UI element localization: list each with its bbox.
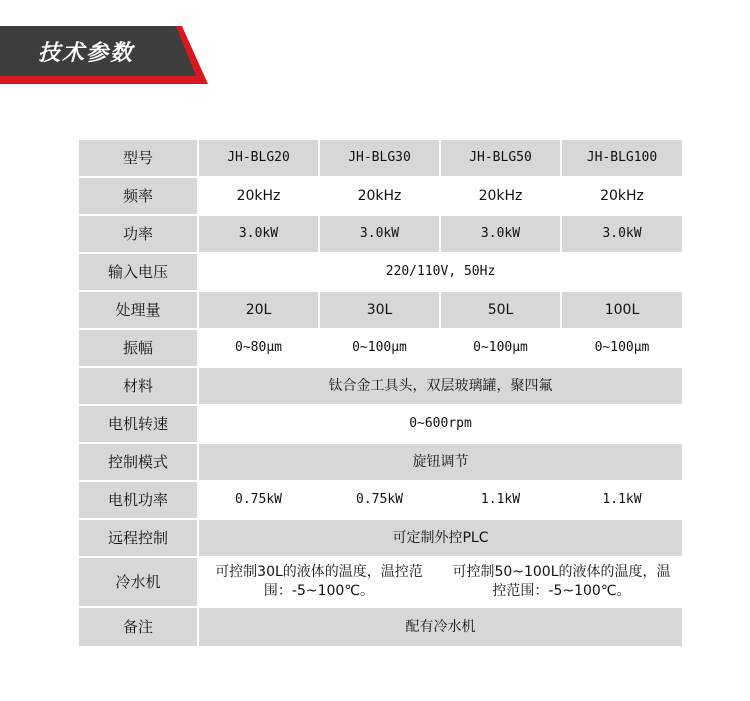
table-row <box>78 481 683 519</box>
row-label: 材料 <box>78 367 198 405</box>
section-header-banner <box>0 0 750 100</box>
row-label: 备注 <box>78 607 198 647</box>
motor-power-cell: 1.1kW <box>440 481 561 519</box>
amplitude-cell: 0~100μm <box>319 329 440 367</box>
table-row <box>78 607 683 647</box>
row-label: 电机转速 <box>78 405 198 443</box>
capacity-cell: 20L <box>198 291 319 329</box>
row-label: 电机功率 <box>78 481 198 519</box>
row-label: 远程控制 <box>78 519 198 557</box>
motor-power-cell: 0.75kW <box>198 481 319 519</box>
chiller-cell: 可控制50~100L的液体的温度，温控范围：-5~100℃。 <box>440 557 683 607</box>
table-row <box>78 367 683 405</box>
chiller-cell: 可控制30L的液体的温度，温控范围：-5~100℃。 <box>198 557 440 607</box>
table-row <box>78 405 683 443</box>
row-label: 处理量 <box>78 291 198 329</box>
row-label: 冷水机 <box>78 557 198 607</box>
row-label: 输入电压 <box>78 253 198 291</box>
row-label: 型号 <box>78 139 198 177</box>
frequency-cell: 20kHz <box>198 177 319 215</box>
power-cell: 3.0kW <box>561 215 683 253</box>
motor-power-cell: 0.75kW <box>319 481 440 519</box>
material-cell: 钛合金工具头，双层玻璃罐，聚四氟 <box>198 367 683 405</box>
capacity-cell: 100L <box>561 291 683 329</box>
remark-cell: 配有冷水机 <box>198 607 683 647</box>
power-cell: 3.0kW <box>319 215 440 253</box>
row-label: 控制模式 <box>78 443 198 481</box>
power-cell: 3.0kW <box>440 215 561 253</box>
table-row <box>78 253 683 291</box>
amplitude-cell: 0~80μm <box>198 329 319 367</box>
frequency-cell: 20kHz <box>440 177 561 215</box>
capacity-cell: 30L <box>319 291 440 329</box>
motor-speed-cell: 0~600rpm <box>198 405 683 443</box>
model-cell: JH-BLG20 <box>198 139 319 177</box>
amplitude-cell: 0~100μm <box>561 329 683 367</box>
capacity-cell: 50L <box>440 291 561 329</box>
model-cell: JH-BLG50 <box>440 139 561 177</box>
control-mode-cell: 旋钮调节 <box>198 443 683 481</box>
power-cell: 3.0kW <box>198 215 319 253</box>
remote-cell: 可定制外控PLC <box>198 519 683 557</box>
table-row <box>78 557 683 607</box>
amplitude-cell: 0~100μm <box>440 329 561 367</box>
model-cell: JH-BLG100 <box>561 139 683 177</box>
table-row <box>78 139 683 177</box>
table-row <box>78 291 683 329</box>
table-row <box>78 519 683 557</box>
spec-table <box>77 138 684 648</box>
row-label: 频率 <box>78 177 198 215</box>
table-row <box>78 177 683 215</box>
frequency-cell: 20kHz <box>561 177 683 215</box>
table-row <box>78 443 683 481</box>
row-label: 振幅 <box>78 329 198 367</box>
model-cell: JH-BLG30 <box>319 139 440 177</box>
table-row <box>78 215 683 253</box>
voltage-cell: 220/110V, 50Hz <box>198 253 683 291</box>
table-row <box>78 329 683 367</box>
frequency-cell: 20kHz <box>319 177 440 215</box>
motor-power-cell: 1.1kW <box>561 481 683 519</box>
section-title: 技术参数 <box>38 41 135 66</box>
row-label: 功率 <box>78 215 198 253</box>
